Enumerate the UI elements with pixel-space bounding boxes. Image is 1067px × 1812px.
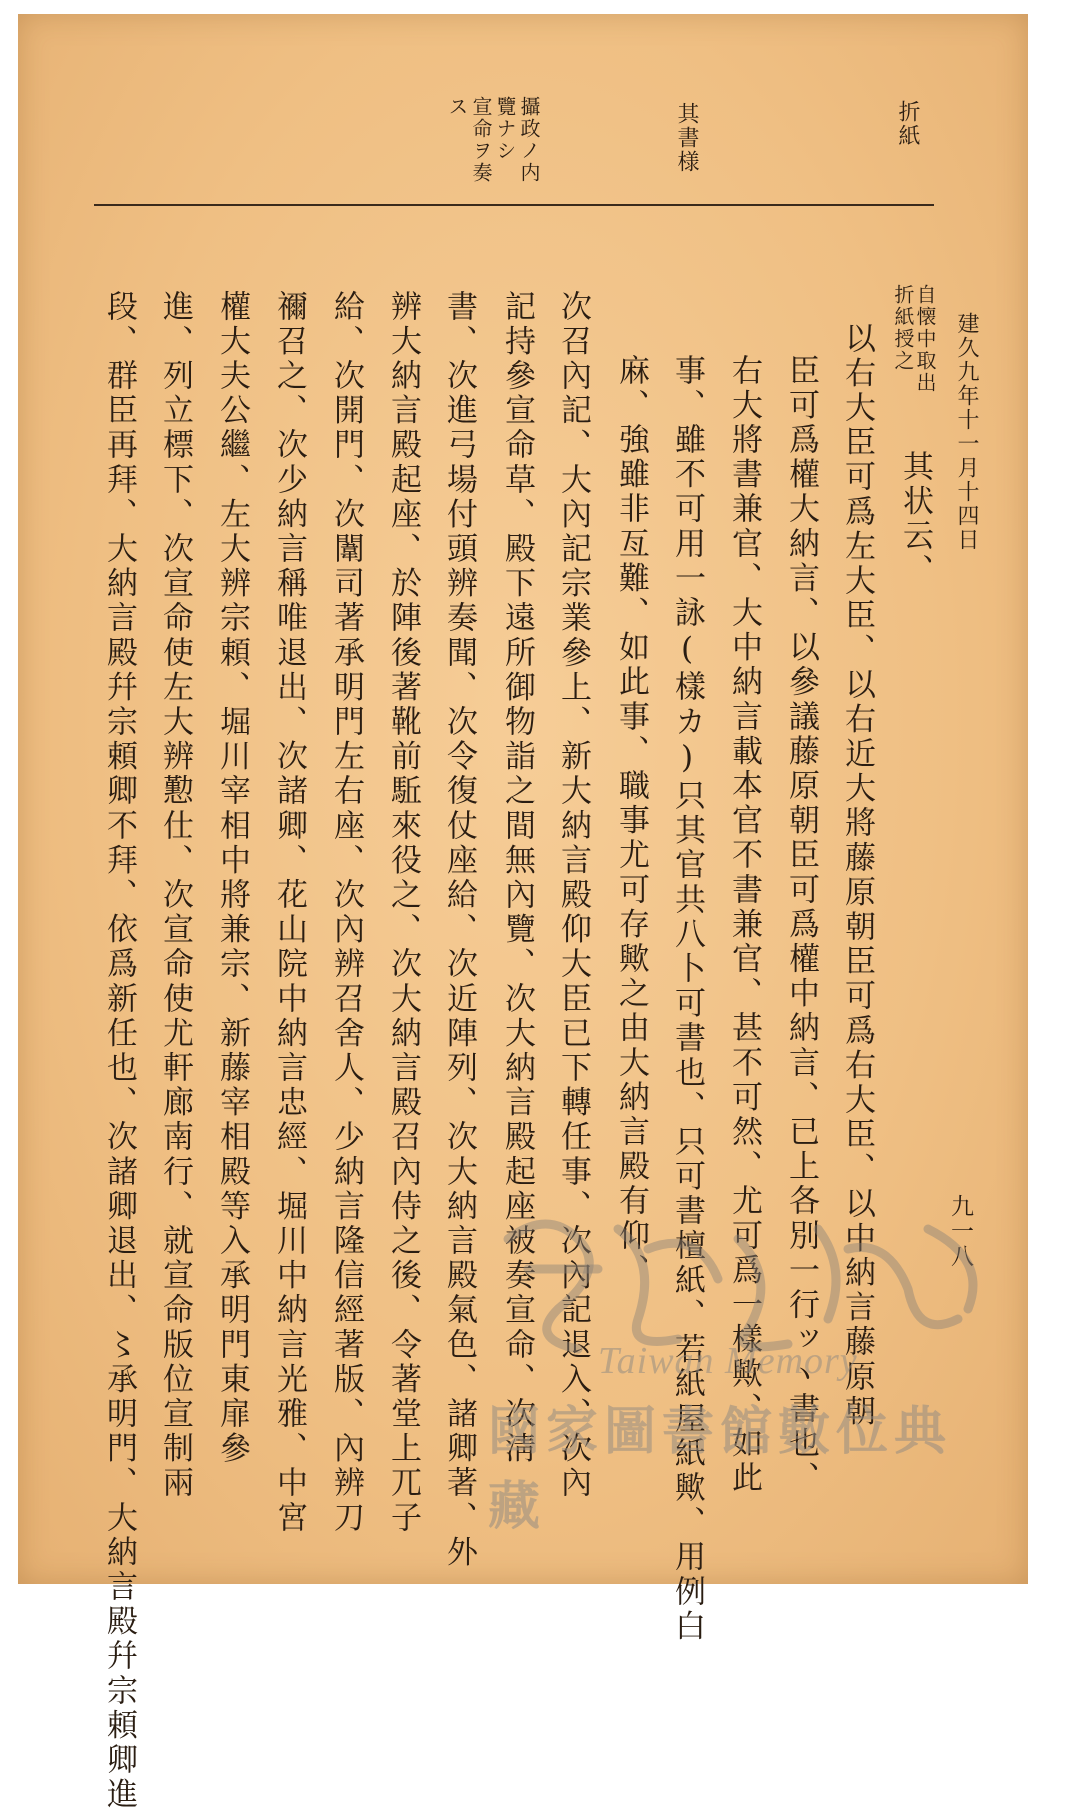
- header-note-3: 宣命ヲ奏: [469, 96, 493, 184]
- text-column-3: 臣可爲權大納言、以參議藤原朝臣可爲權中納言、已上各別一行ッヽ書也、: [783, 354, 819, 1496]
- text-column-8: 記持參宣命草、殿下遠所御物詣之間無內覽、次大納言殿起座被奏宣命、次淸: [499, 290, 535, 1467]
- header-origami: 折紙: [895, 100, 920, 148]
- date-line: 建久九年十一月十四日: [954, 312, 979, 552]
- text-column-7: 次召內記、大內記宗業參上、新大納言殿仰大臣已下轉任事、次內記退入、次內: [555, 290, 591, 1501]
- text-column-13: 權大夫公繼、左大辨宗頼、堀川宰相中將兼宗、新藤宰相殿等入承明門東扉參: [214, 290, 250, 1467]
- text-column-15: 段、群臣再拜、大納言殿幷宗頼卿不拜、依爲新任也、次諸卿退出、〻承明門、大納言殿幷宗頼卿進: [101, 290, 137, 1812]
- text-column-11: 給、次開門、次闈司著承明門左右座、次內辨召舍人、少納言隆信經著版、內辨刀: [328, 290, 364, 1536]
- document-page: [18, 14, 1028, 1812]
- text-column-14: 進、列立標下、次宣命使左大辨懃仕、次宣命使尤軒廊南行、就宣命版位宣制兩: [157, 290, 193, 1501]
- text-column-6: 麻、強雖非亙難、如此事、職事尤可存歟之由大納言殿有仰、: [613, 354, 649, 1289]
- text-column-1: 其状云、: [897, 450, 933, 589]
- text-column-2: 以右大臣可爲左大臣、以右近大將藤原朝臣可爲右大臣、以中納言藤原朝: [839, 322, 875, 1430]
- header-note-1: 攝政ノ内: [517, 96, 541, 184]
- header-rule: [94, 204, 934, 206]
- side-note-2: 折紙授之: [891, 284, 915, 372]
- text-column-10: 辨大納言殿起座、於陣後著靴前駈來役之、次大納言殿召內侍之後、令著堂上兀子: [385, 290, 421, 1536]
- text-column-12: 禰召之、次少納言稱唯退出、次諸卿、花山院中納言忠經、堀川中納言光雅、中宮: [271, 290, 307, 1536]
- watermark-english: Taiwan Memory: [598, 1340, 858, 1382]
- header-note-4: ス: [445, 96, 469, 118]
- text-column-5: 事、雖不可用一詠(樣カ)只其官共八卜可書也、只可書檀紙、若紙屋紙歟、用例白: [669, 354, 705, 1645]
- header-note-2: 覽ナシ: [493, 96, 517, 162]
- page-number: 九一八: [947, 1194, 973, 1269]
- text-column-4: 右大將書兼官、大中納言載本官不書兼官、甚不可然、尤可爲一樣歟、如此: [726, 354, 762, 1496]
- watermark-chinese: 國家圖書館數位典藏: [488, 1402, 953, 1537]
- header-sample: 其書様: [674, 102, 699, 174]
- side-note-1: 自懐中取出: [913, 284, 937, 394]
- text-column-9: 書、次進弓場付頭辨奏聞、次令復仗座給、次近陣列、次大納言殿氣色、諸卿著、外: [441, 290, 477, 1571]
